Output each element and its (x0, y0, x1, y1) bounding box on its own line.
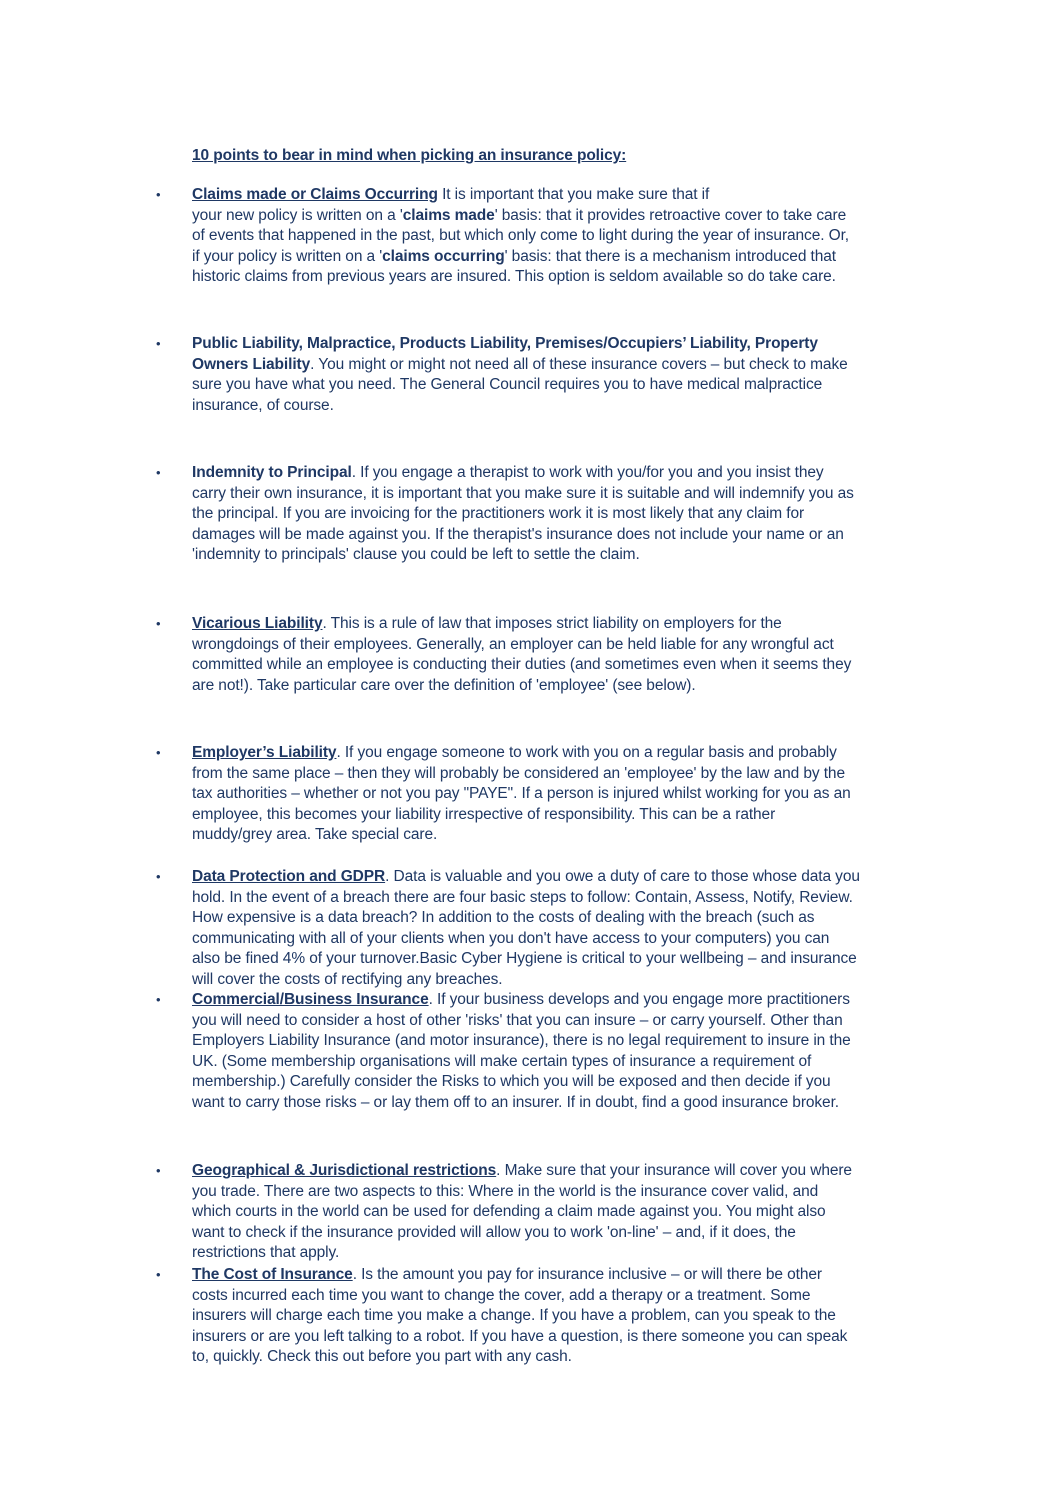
body-text: How expensive is a data breach? In addition to the costs of dealing with the breach (such as (192, 909, 815, 926)
body-text: . Make sure that your insurance will cover you where (496, 1162, 852, 1179)
list-item (156, 185, 932, 288)
body-text: also be fined 4% of your turnover.Basic Cyber Hygiene is critical to your wellbeing – and insurance (192, 950, 857, 967)
item-line (192, 676, 932, 697)
bullet-icon: • (156, 616, 161, 631)
item-line (192, 784, 932, 805)
body-text: . If you engage someone to work with you on a regular basis and probably (336, 744, 837, 761)
item-line (192, 908, 932, 929)
body-text: damages will be made against you. If the therapist's insurance does not include your name or an (192, 525, 844, 543)
body-text: your new policy is written on a ' (192, 206, 403, 224)
body-text: tax authorities – whether or not you pay "PAYE". If a person is injured whilst working for you as an (192, 785, 851, 802)
list-item (156, 614, 932, 696)
item-line (192, 655, 932, 676)
item-line (192, 825, 932, 846)
body-text: . Data is valuable and you owe a duty of care to those whose data you (385, 868, 860, 885)
body-text: insurance, of course. (192, 396, 334, 414)
body-text: . If you engage a therapist to work with you/for you and you insist they (351, 464, 824, 481)
item-line (192, 635, 932, 656)
item-lead: Employer’s Liability (192, 744, 337, 761)
item-line (192, 1011, 932, 1032)
item-line (192, 970, 932, 991)
document-heading: 10 points to bear in mind when picking an insurance policy: (192, 147, 627, 164)
item-line (192, 1031, 932, 1052)
body-text: It is important that you make sure that if (437, 186, 710, 203)
item-line (192, 334, 932, 355)
body-text: of events that happened in the past, but which only come to light during the year of insurance. Or, (192, 227, 850, 244)
bullet-icon: • (156, 869, 161, 884)
item-line (192, 1161, 932, 1182)
item-line (192, 463, 932, 484)
item-line (192, 1286, 932, 1307)
item-lead: Vicarious Liability (192, 615, 323, 632)
bullet-icon: • (156, 1163, 161, 1178)
item-line (192, 247, 932, 268)
body-text: sure you have what you need. The General Council requires you to have medical malpractice (192, 376, 823, 393)
item-line (192, 525, 932, 546)
body-text: employee, this becomes your liability irrespective of responsibility. This can be a rather (192, 805, 776, 823)
item-line (192, 1306, 932, 1327)
item-line (192, 764, 932, 785)
body-text: ' basis: that it provides retroactive cover to take care (494, 206, 847, 224)
body-text: the principal. If you are invoicing for the practitioners work it is most likely that any claim for (192, 505, 805, 522)
bullet-icon: • (156, 187, 161, 202)
emphasis-text: claims made (402, 206, 495, 224)
body-text: ' basis: that there is a mechanism introduced that (504, 247, 836, 265)
bullet-icon: • (156, 1267, 161, 1282)
item-line (192, 206, 932, 227)
body-text: want to carry those risks – or lay them off to an insurer. If in doubt, find a good insurance broker. (192, 1093, 839, 1111)
item-line (192, 743, 932, 764)
item-lead: Owners Liability (192, 355, 311, 373)
item-lead: Data Protection and GDPR (192, 868, 386, 885)
item-line (192, 355, 932, 376)
item-line (192, 267, 932, 288)
item-lead: The Cost of Insurance (192, 1266, 353, 1283)
item-line (192, 990, 932, 1011)
item-line (192, 396, 932, 417)
body-text: . This is a rule of law that imposes strict liability on employers for the (322, 615, 782, 632)
body-text: which courts in the world can be used for defending a claim made against you. You might also (192, 1203, 826, 1220)
body-text: wrongdoings of their employees. Generally, an employer can be held liable for any wrongful act (192, 635, 834, 653)
item-line (192, 545, 932, 566)
item-line (192, 226, 932, 247)
body-text: communicating with all of your clients when you don't have access to your computers) you can (192, 929, 830, 947)
body-text: . If your business develops and you engage more practitioners (428, 991, 850, 1008)
list-item (156, 334, 932, 416)
item-line (192, 1202, 932, 1223)
item-line (192, 614, 932, 635)
item-line (192, 888, 932, 909)
item-line (192, 1182, 932, 1203)
item-line (192, 1265, 932, 1286)
item-lead: Public Liability, Malpractice, Products Liability, Premises/Occupiers’ Liability, Property (192, 335, 818, 352)
bullet-icon: • (156, 745, 161, 760)
item-line (192, 1093, 932, 1114)
body-text: if your policy is written on a ' (192, 247, 383, 265)
item-line (192, 949, 932, 970)
list-item (156, 463, 932, 566)
item-line (192, 375, 932, 396)
item-line (192, 929, 932, 950)
item-lead: Claims made or Claims Occurring (192, 186, 438, 203)
body-text: . Is the amount you pay for insurance inclusive – or will there be other (352, 1266, 822, 1283)
body-text: are not!). Take particular care over the definition of 'employee' (see below). (192, 676, 696, 694)
item-line (192, 504, 932, 525)
list-item (156, 1265, 932, 1368)
item-line (192, 1327, 932, 1348)
body-text: 'indemnity to principals' clause you could be left to settle the claim. (192, 546, 640, 563)
body-text: insurers will charge each time you make a change. If you have a problem, can you speak to the (192, 1307, 836, 1324)
body-text: want to check if the insurance provided will allow you to work 'on-line' – and, if it does, the (192, 1223, 796, 1241)
item-line (192, 484, 932, 505)
bullet-icon: • (156, 992, 161, 1007)
item-line (192, 1052, 932, 1073)
item-line (192, 867, 932, 888)
item-line (192, 185, 932, 206)
body-text: you will need to consider a host of other 'risks' that you can insure – or carry yourself. Other than (192, 1011, 843, 1029)
item-lead: Geographical & Jurisdictional restrictions (192, 1162, 497, 1179)
body-text: to, quickly. Check this out before you part with any cash. (192, 1348, 572, 1365)
body-text: from the same place – then they will probably be considered an 'employee' by the law and by the (192, 764, 845, 782)
item-line (192, 1347, 932, 1368)
body-text: costs incurred each time you want to change the cover, add a therapy or a treatment. Some (192, 1286, 811, 1304)
list-item (156, 867, 932, 990)
list-item (156, 1161, 932, 1264)
body-text: will cover the costs of rectifying any breaches. (192, 970, 503, 988)
item-lead: Commercial/Business Insurance (192, 991, 429, 1008)
body-text: insurers or are you left talking to a robot. If you have a question, is there someone you can speak (192, 1327, 848, 1345)
item-line (192, 805, 932, 826)
emphasis-text: claims occurring (382, 247, 505, 265)
body-text: membership.) Carefully consider the Risks to which you will be exposed and then decide if you (192, 1073, 831, 1090)
body-text: hold. In the event of a breach there are four basic steps to follow: Contain, Assess, Notify, Review. (192, 888, 853, 906)
body-text: committed while an employee is conducting their duties (and sometimes even when it seems they (192, 656, 852, 673)
body-text: restrictions that apply. (192, 1244, 340, 1261)
bullet-icon: • (156, 465, 161, 480)
body-text: Employers Liability Insurance (and motor insurance), there is no legal requirement to insure in the (192, 1032, 851, 1049)
list-item (156, 743, 932, 846)
body-text: muddy/grey area. Take special care. (192, 826, 438, 843)
item-lead: Indemnity to Principal (192, 464, 352, 481)
bullet-icon: • (156, 336, 161, 351)
item-line (192, 1243, 932, 1264)
item-line (192, 1072, 932, 1093)
list-item (156, 990, 932, 1113)
body-text: historic claims from previous years are insured. This option is seldom available so do take care. (192, 268, 836, 285)
body-text: you trade. There are two aspects to this: Where in the world is the insurance cover valid, and (192, 1182, 819, 1200)
body-text: . You might or might not need all of these insurance covers – but check to make (310, 355, 848, 373)
body-text: UK. (Some membership organisations will make certain types of insurance a requirement of (192, 1052, 812, 1070)
body-text: carry their own insurance, it is important that you make sure it is suitable and will indemnify you as (192, 484, 854, 502)
item-line (192, 1223, 932, 1244)
